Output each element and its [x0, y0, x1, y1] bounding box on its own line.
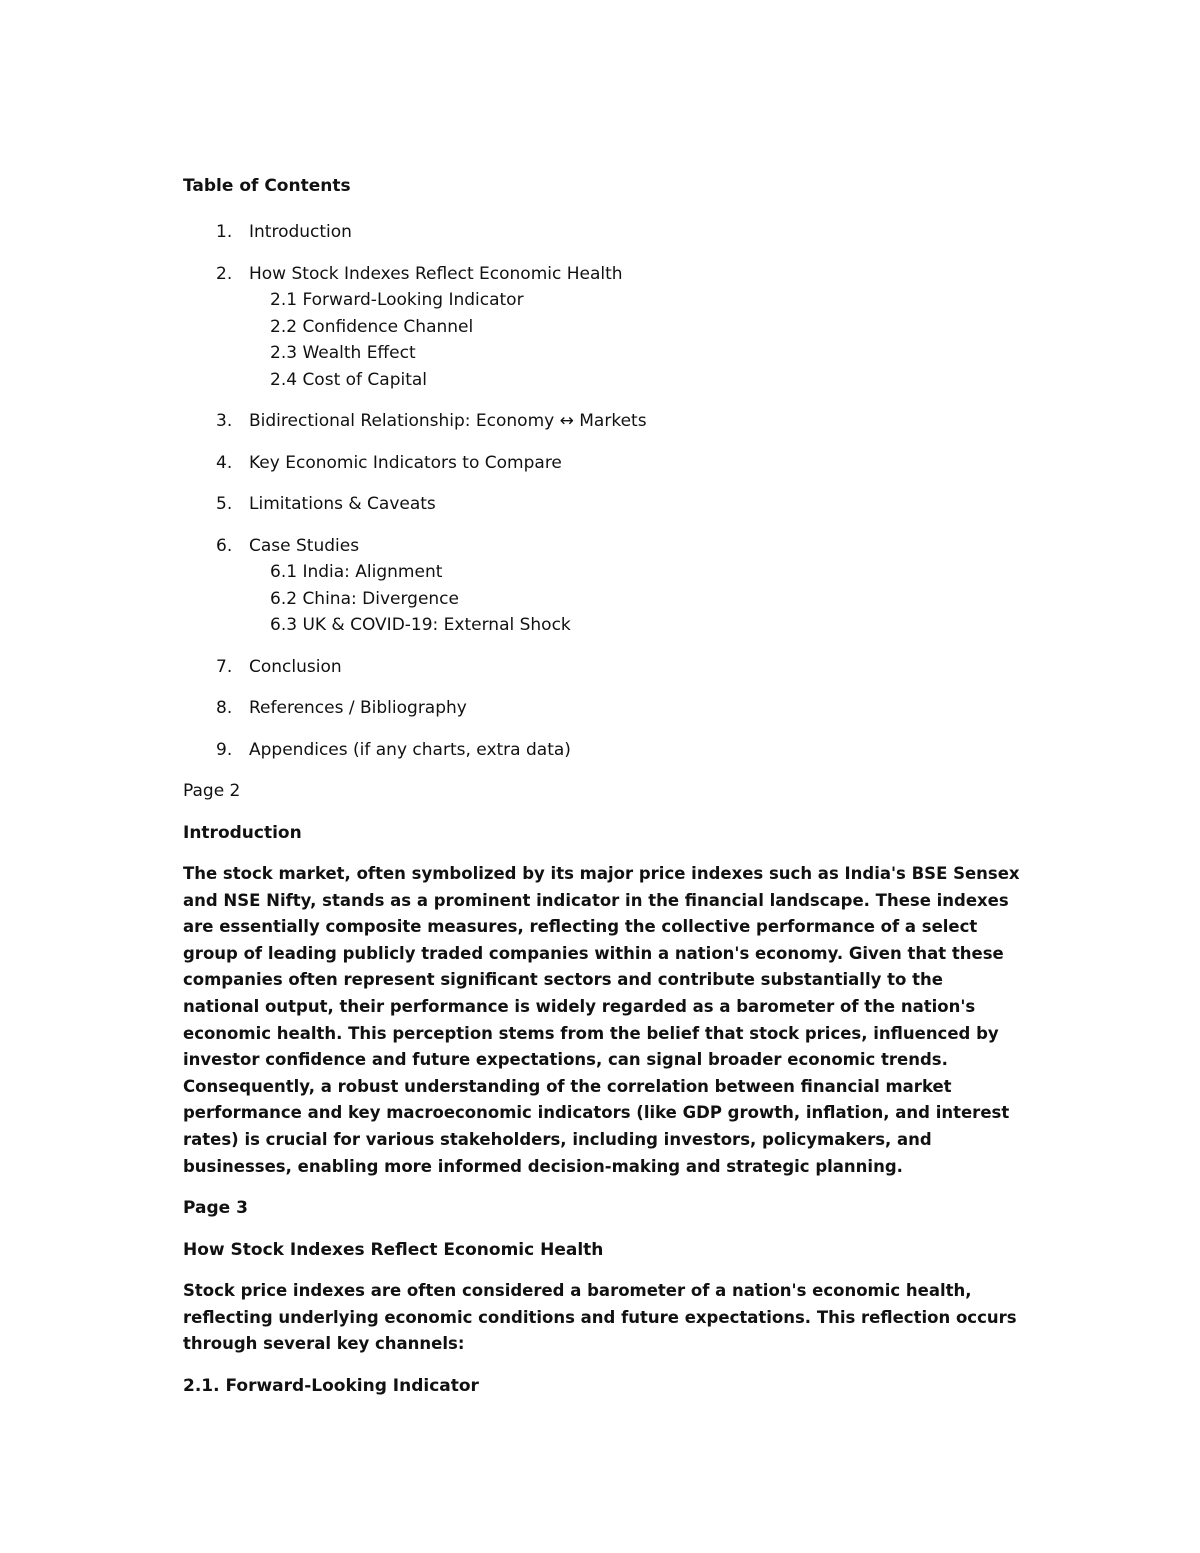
toc-item: [183, 261, 1023, 394]
toc-item-number: 4.: [216, 452, 233, 473]
introduction-heading: Introduction: [183, 822, 302, 843]
toc-item-label: Bidirectional Relationship: Economy ↔ Markets: [249, 411, 647, 431]
toc-item: [183, 737, 1023, 764]
toc-item-label: Limitations & Caveats: [249, 494, 436, 514]
stock-indexes-heading: How Stock Indexes Reflect Economic Health: [183, 1239, 604, 1260]
toc-item: [183, 450, 1023, 477]
toc-subitem: 6.1 India: Alignment: [270, 562, 443, 582]
toc-item-label: Introduction: [249, 222, 352, 242]
toc-item-number: 3.: [216, 411, 233, 431]
forward-looking-subheading: 2.1. Forward-Looking Indicator: [183, 1375, 479, 1396]
toc-item-number: 7.: [216, 656, 233, 677]
toc-subitem: 6.3 UK & COVID-19: External Shock: [270, 615, 571, 635]
toc-subitem: 2.2 Confidence Channel: [270, 316, 474, 337]
stock-indexes-paragraph: Stock price indexes are often considered a barometer of a nation's economic health, reflecting underlying economic conditions and future expectations. This reflection occurs through several key channels:: [183, 1281, 1017, 1354]
toc-item: [183, 219, 1023, 246]
toc-item-label: Appendices (if any charts, extra data): [249, 739, 571, 760]
toc-item: [183, 654, 1023, 681]
toc-sublist: [249, 559, 1023, 639]
toc-sublist: [249, 287, 1023, 393]
document-page: [183, 170, 1023, 1399]
toc-subitem: 2.1 Forward-Looking Indicator: [270, 290, 524, 310]
introduction-paragraph: The stock market, often symbolized by its major price indexes such as India's BSE Sensex and NSE Nifty, stands as a prominent indicator in the financial landscape. These indexes are essentially composite measures, reflecting the collective performance of a select group of leading publicly traded companies within a nation's economy. Given that these companies often represent significant sectors and contribute substantially to the national output, their performance is widely regarded as a barometer of the nation's economic health. This perception stems from the belief that stock prices, influenced by investor confidence and future expectations, can signal broader economic trends. Consequently, a robust understanding of the correlation between financial market performance and key macroeconomic indicators (like GDP growth, inflation, and interest rates) is crucial for various stakeholders, including investors, policymakers, and businesses, enabling more informed decision-making and strategic planning.: [183, 864, 1020, 1176]
toc-list: [183, 219, 1023, 763]
toc-subitem: 6.2 China: Divergence: [270, 588, 459, 609]
toc-item-label: Conclusion: [249, 656, 342, 677]
toc-item-label: References / Bibliography: [249, 698, 467, 718]
toc-item-number: 2.: [216, 263, 233, 284]
page-2-marker: Page 2: [183, 781, 241, 801]
toc-item: [183, 533, 1023, 639]
toc-item-label: Key Economic Indicators to Compare: [249, 452, 562, 473]
toc-item: [183, 695, 1023, 722]
toc-item: [183, 491, 1023, 518]
toc-title: Table of Contents: [183, 176, 351, 196]
page-3-marker: Page 3: [183, 1198, 248, 1219]
toc-item-number: 5.: [216, 494, 233, 514]
toc-item-number: 9.: [216, 739, 233, 760]
toc-item-label: How Stock Indexes Reflect Economic Health: [249, 263, 623, 284]
toc-item-number: 6.: [216, 535, 233, 556]
toc-item-number: 1.: [216, 222, 233, 242]
toc-item-label: Case Studies: [249, 535, 360, 556]
toc-subitem: 2.3 Wealth Effect: [270, 343, 416, 363]
toc-subitem: 2.4 Cost of Capital: [270, 369, 428, 390]
toc-item-number: 8.: [216, 698, 233, 718]
toc-item: [183, 408, 1023, 435]
